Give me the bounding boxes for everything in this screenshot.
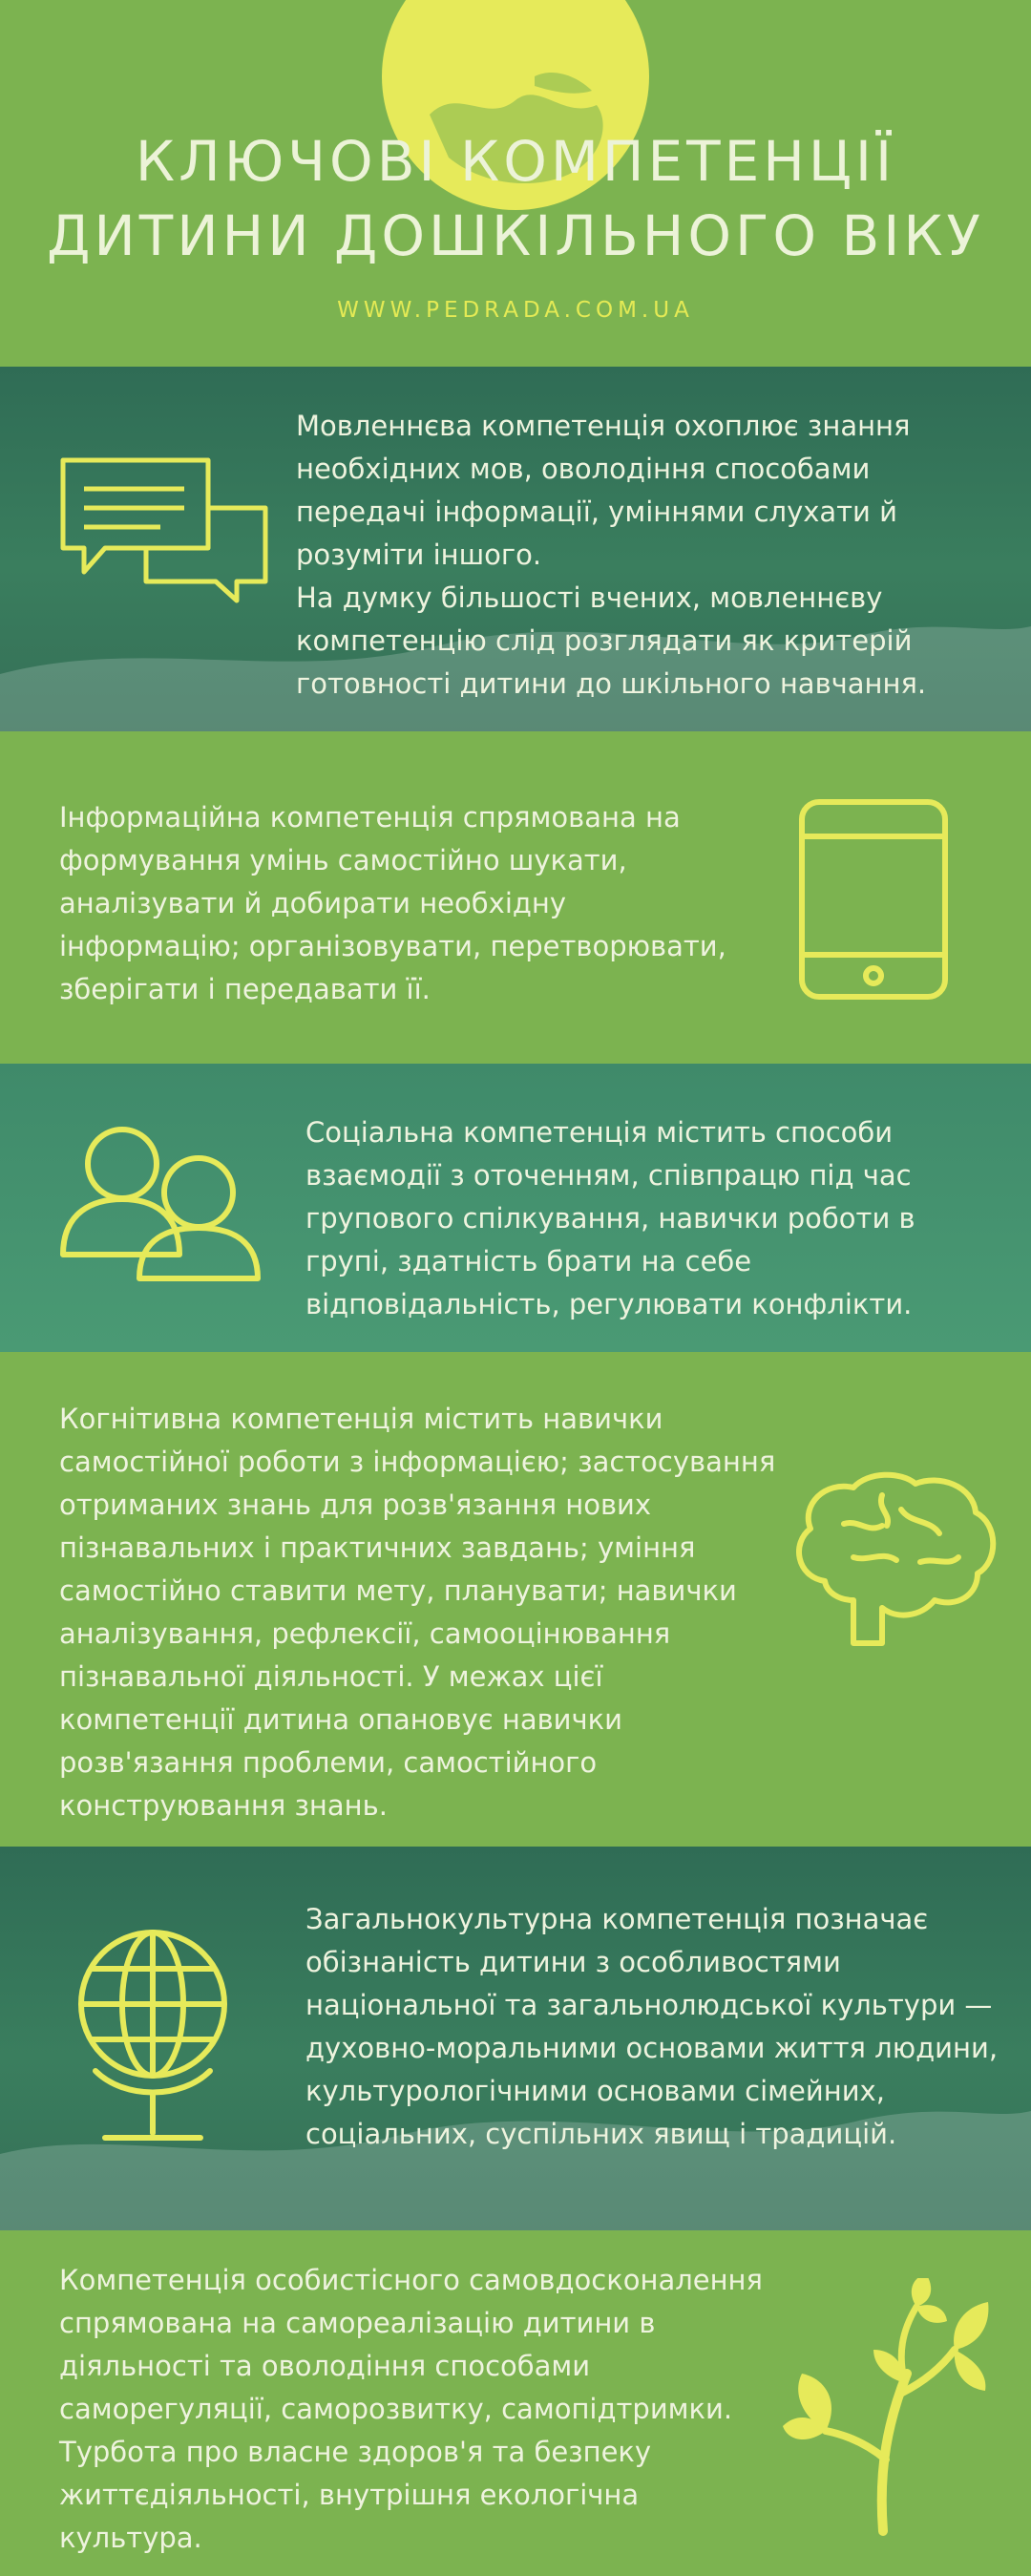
section-cognitive-competence <box>0 1352 1031 1847</box>
section-text <box>305 1111 993 1326</box>
brain-icon <box>787 1467 1006 1658</box>
section-information-competence <box>0 731 1031 1064</box>
sprout-icon <box>783 2278 993 2536</box>
section-culture-competence <box>0 1847 1031 2230</box>
section-self-improvement-competence <box>0 2230 1031 2576</box>
speech-bubbles-icon <box>55 453 275 605</box>
section-text <box>59 796 727 1011</box>
section-text <box>59 2259 766 2560</box>
page-title <box>0 124 1031 273</box>
section-social-competence <box>0 1064 1031 1352</box>
section-paragraph: Когнітивна компетенція містить навички самостійної роботи з інформацією; застосування отриманих знань для розв'язання нових пізнавальних і практичних завдань; уміння самостійно ставити мету, планувати; навички аналізування, рефлексії, самооцінювання пізнавальної діяльності. У межах цієї компетенції дитина опановує навички розв'язання проблеми, самостійного конструювання знань. <box>59 1403 776 1822</box>
section-paragraph: Загальнокультурна компетенція позначає обізнаність дитини з особливостями національної та загальнолюдської культури — духовно-моральними основами життя людини, культурологічними основами сімейних, соціальних, суспільних явищ і традицій. <box>305 1903 999 2150</box>
section-paragraph: На думку більшості вчених, мовленнєву компетенцію слід розглядати як критерій готовності дитини до шкільного навчання. <box>296 581 927 700</box>
section-text <box>296 405 1002 706</box>
globe-stand-icon <box>57 1904 248 2162</box>
section-speech-competence <box>0 367 1031 731</box>
title-line-1: КЛЮЧОВІ КОМПЕТЕНЦІЇ <box>135 129 896 194</box>
website-url: WWW.PEDRADA.COM.UA <box>337 298 694 323</box>
section-text <box>305 1898 1002 2156</box>
section-paragraph: Мовленнєва компетенція охоплює знання необхідних мов, оволодіння способами передачі інформації, уміннями слухати й розуміти іншого. <box>296 410 911 571</box>
section-text <box>59 1398 785 1827</box>
title-line-2: ДИТИНИ ДОШКІЛЬНОГО ВІКУ <box>47 203 984 268</box>
section-paragraph: Компетенція особистісного самовдосконалення спрямована на самореалізацію дитини в діяльності та оволодіння способами саморегуляції, саморозвитку, самопідтримки. Турбота про власне здоров'я та безпеку життєдіяльності, внутрішня екологічна культура. <box>59 2264 763 2554</box>
people-icon <box>55 1121 275 1283</box>
tablet-icon <box>792 794 955 1004</box>
section-paragraph: Соціальна компетенція містить способи взаємодії з оточенням, співпрацю під час групового спілкування, навички роботи в групі, здатність брати на себе відповідальність, регулювати конфлікти. <box>305 1116 915 1320</box>
header <box>0 0 1031 367</box>
section-paragraph: Інформаційна компетенція спрямована на формування умінь самостійно шукати, аналізувати й добирати необхідну інформацію; організовувати, перетворювати, зберігати і передавати її. <box>59 801 726 1005</box>
